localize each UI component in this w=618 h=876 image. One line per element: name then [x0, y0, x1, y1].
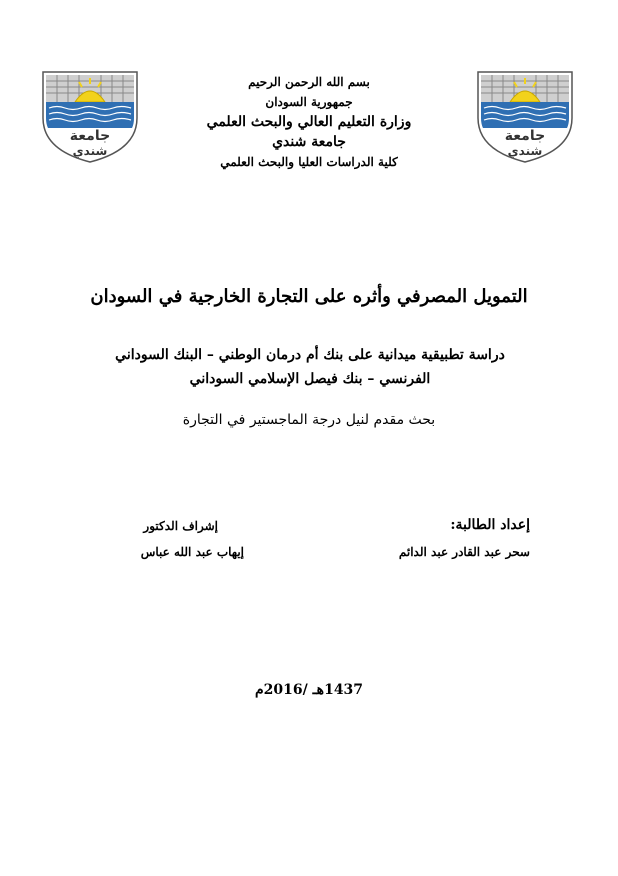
university-logo-left [37, 68, 143, 164]
supervisor-label: إشراف الدكتور [143, 519, 218, 533]
student-label: إعداد الطالبة: [450, 517, 530, 533]
college-name: كلية الدراسات العليا والبحث العلمي [220, 155, 398, 169]
thesis-title: التمويل المصرفي وأثره على التجارة الخارجية في السودان [90, 286, 528, 307]
university-name: جامعة شندي [272, 134, 346, 150]
logo-text-line1: جامعة [504, 128, 546, 144]
logo-text-line2: شندي [72, 144, 108, 158]
submission-date: 1437هـ /2016م [254, 682, 364, 698]
basmala: بسم الله الرحمن الرحيم [248, 75, 370, 89]
ministry-name: وزارة التعليم العالي والبحث العلمي [206, 114, 412, 130]
degree-statement: بحث مقدم لنيل درجة الماجستير في التجارة [182, 412, 436, 428]
subtitle-line-2: الفرنسي – بنك فيصل الإسلامي السوداني [189, 371, 431, 387]
header-block [150, 72, 468, 172]
thesis-subtitle [90, 343, 530, 391]
logo-text-line2: شندي [507, 144, 543, 158]
logo-text-line1: جامعة [69, 128, 111, 144]
subtitle-line-1: دراسة تطبيقية ميدانية على بنك أم درمان الوطني – البنك السوداني [115, 347, 505, 363]
supervisor-name: إيهاب عبد الله عباس [140, 545, 244, 559]
country-name: جمهورية السودان [265, 95, 353, 109]
university-logo-right [472, 68, 578, 164]
student-name: سحر عبد القادر عبد الدائم [398, 545, 530, 559]
